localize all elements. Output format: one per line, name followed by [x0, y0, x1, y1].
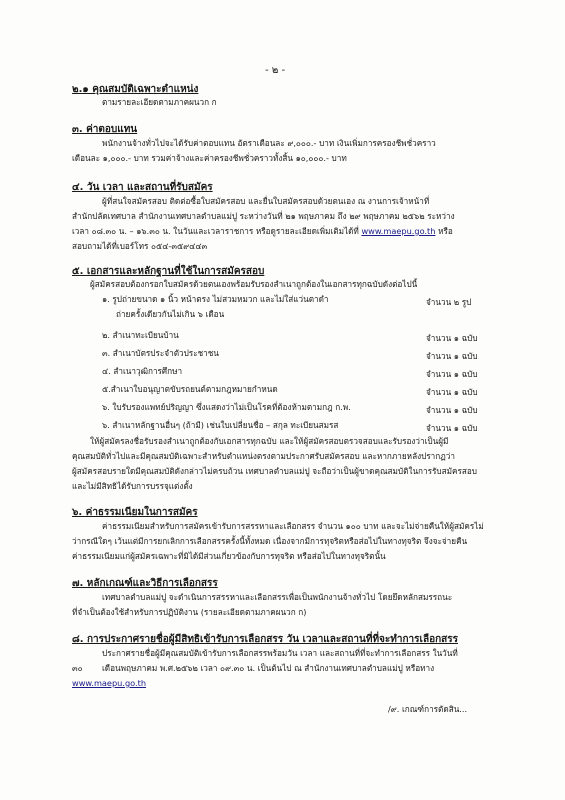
- documents-intro: ผู้สมัครสอบต้องกรอกใบสมัครด้วยตนเองพร้อมรับรองสำเนาถูกต้องในเอกสารทุกฉบับดังต่อไปนี้: [90, 279, 418, 289]
- application-line-3-text: เวลา ๐๘.๓๐ น. – ๑๖.๓๐ น. ในวันและเวลาราชการ หรือดูรายละเอียดเพิ่มเติมได้ที่: [72, 226, 359, 236]
- doc-item-7: ๖. สำเนาหลักฐานอื่นๆ (ถ้ามี) เช่นใบเปลี่ยนชื่อ – สกุล ทะเบียนสมรส: [102, 420, 339, 430]
- application-line-3-or: หรือ: [438, 226, 453, 236]
- compensation-line-2: เดือนละ ๑,๐๐๐.- บาท รวมค่าจ้างและค่าครองชีพชั่วคราวทั้งสิ้น ๑๐,๐๐๐.- บาท: [72, 153, 347, 163]
- doc-item-1-cont: ถ่ายครั้งเดียวกันไม่เกิน ๖ เดือน: [116, 309, 225, 319]
- heading-application-time: ๔. วัน เวลา และสถานที่รับสมัคร: [72, 182, 213, 193]
- heading-selection-criteria: ๗. หลักเกณฑ์และวิธีการเลือกสรร: [72, 578, 218, 589]
- heading-announcement: ๘. การประกาศรายชื่อผู้มีสิทธิเข้ารับการเลือกสรร วัน เวลาและสถานที่ที่จะทำการเลือกสรร: [72, 634, 458, 645]
- documents-para-4: และไม่มีสิทธิได้รับการบรรจุแต่งตั้ง: [72, 481, 193, 491]
- doc-item-6-qty: จำนวน ๑ ฉบับ: [426, 405, 478, 415]
- fee-line-3: ค่าธรรมเนียมแก่ผู้สมัครเฉพาะที่มิได้มีส่วนเกี่ยวข้องกับการทุจริต หรือส่อไปในทางทุจริตนั้น: [72, 551, 386, 561]
- doc-item-2-qty: จำนวน ๑ ฉบับ: [426, 333, 478, 343]
- selection-line-1: เทศบาลตำบลแม่ปู จะดำเนินการสรรหาและเลือกสรรเพื่อเป็นพนักงานจ้างทั่วไป โดยยึดหลักสมรรถนะ: [102, 592, 453, 602]
- doc-item-1: ๑. รูปถ่ายขนาด ๑ นิ้ว หน้าตรง ไม่สวมหมวก และไม่ใส่แว่นตาดำ: [102, 294, 329, 304]
- selection-line-2: ที่จำเป็นต้องใช้สำหรับการปฏิบัติงาน (รายละเอียดตามภาคผนวก ก): [72, 607, 307, 617]
- compensation-line-1: พนักงานจ้างทั่วไปจะได้รับค่าตอบแทน อัตราเดือนละ ๙,๐๐๐.- บาท เงินเพิ่มการครองชีพชั่วคราว: [102, 138, 436, 148]
- doc-item-5-qty: จำนวน ๑ ฉบับ: [426, 387, 478, 397]
- announcement-day: ๓๐: [72, 663, 83, 673]
- doc-item-2: ๒. สำเนาทะเบียนบ้าน: [102, 330, 179, 340]
- doc-item-3-qty: จำนวน ๑ ฉบับ: [426, 351, 478, 361]
- doc-item-7-qty: จำนวน ๑ ฉบับ: [426, 423, 478, 433]
- continuation-note: /๙. เกณฑ์การตัดสิน...: [388, 704, 468, 714]
- doc-item-1-qty: จำนวน ๒ รูป: [426, 297, 472, 307]
- announcement-website-link[interactable]: www.maepu.go.th: [72, 678, 147, 688]
- doc-item-6: ๖. ใบรับรองแพทย์ปริญญา ซึ่งแสดงว่าไม่เป็นโรคที่ต้องห้ามตามกฎ ก.พ.: [102, 402, 351, 412]
- documents-para-1: ให้ผู้สมัครลงชื่อรับรองสำเนาถูกต้องกับเอกสารทุกฉบับ และให้ผู้สมัครสอบตรวจสอบและรับรองว่าเป็นผู้มี: [90, 436, 449, 446]
- application-line-2: สำนักปลัดเทศบาล สำนักงานเทศบาลตำบลแม่ปู ระหว่างวันที่ ๒๑ พฤษภาคม ถึง ๒๙ พฤษภาคม ๒๕๖๒ ระหว่าง: [72, 211, 455, 221]
- qualifications-text: ตามรายละเอียดตามภาคผนวก ก: [102, 97, 217, 107]
- page-number: - ๒ -: [265, 65, 286, 76]
- announcement-line-1: ประกาศรายชื่อผู้มีคุณสมบัติเข้ารับการเลือกสรรพร้อมวัน เวลา และสถานที่ที่จะทำการเลือกสรร ในวันที่: [102, 648, 458, 658]
- announcement-line-2: เดือนพฤษภาคม พ.ศ.๒๕๖๒ เวลา ๐๙.๓๐ น. เป็นต้นไป ณ สำนักงานเทศบาลตำบลแม่ปู หรือทาง: [102, 663, 435, 673]
- documents-para-2: คุณสมบัติทั่วไปและมีคุณสมบัติเฉพาะสำหรับตำแหน่งตรงตามประกาศรับสมัครสอบ และหากภายหลังปรากฏว่า: [72, 451, 455, 461]
- doc-item-3: ๓. สำเนาบัตรประจำตัวประชาชน: [102, 348, 219, 358]
- documents-para-3: ผู้สมัครสอบรายใดมีคุณสมบัติดังกล่าวไม่ครบถ้วน เทศบาลตำบลแม่ปู จะถือว่าเป็นผู้ขาดคุณสมบัติในการรับสมัครสอบ: [72, 466, 477, 476]
- doc-item-5: ๕.สำเนาใบอนุญาตขับรถยนต์ตามกฎหมายกำหนด: [102, 384, 278, 394]
- website-link[interactable]: www.maepu.go.th: [361, 226, 436, 236]
- application-line-3: [72, 226, 453, 237]
- fee-line-1: ค่าธรรมเนียมสำหรับการสมัครเข้ารับการสรรหาและเลือกสรร จำนวน ๑๐๐ บาท และจะไม่จ่ายคืนให้ผู้สมัครไม่: [102, 521, 484, 531]
- heading-compensation: ๓. ค่าตอบแทน: [72, 124, 138, 135]
- doc-item-4-qty: จำนวน ๑ ฉบับ: [426, 369, 478, 379]
- fee-line-2: ว่ากรณีใดๆ เว้นแต่มีการยกเลิกการเลือกสรรครั้งนี้ทั้งหมด เนื่องจากมีการทุจริตหรือส่อไปในทางทุจริต จึงจะจ่ายคืน: [72, 536, 468, 546]
- application-line-1: ผู้ที่สนใจสมัครสอบ ติดต่อซื้อใบสมัครสอบ และยื่นใบสมัครสอบด้วยตนเอง ณ งานการเจ้าหน้าที่: [102, 196, 430, 206]
- heading-fee: ๖. ค่าธรรมเนียมในการสมัคร: [72, 507, 198, 518]
- heading-documents: ๕. เอกสารและหลักฐานที่ใช้ในการสมัครสอบ: [72, 266, 265, 277]
- heading-qualifications: ๒.๑ คุณสมบัติเฉพาะตำแหน่ง: [72, 84, 199, 95]
- doc-item-4: ๔. สำเนาวุฒิการศึกษา: [102, 366, 183, 376]
- application-line-4: สอบถามได้ที่เบอร์โทร ๐๕๔-๓๕๙๔๔๓: [72, 241, 208, 251]
